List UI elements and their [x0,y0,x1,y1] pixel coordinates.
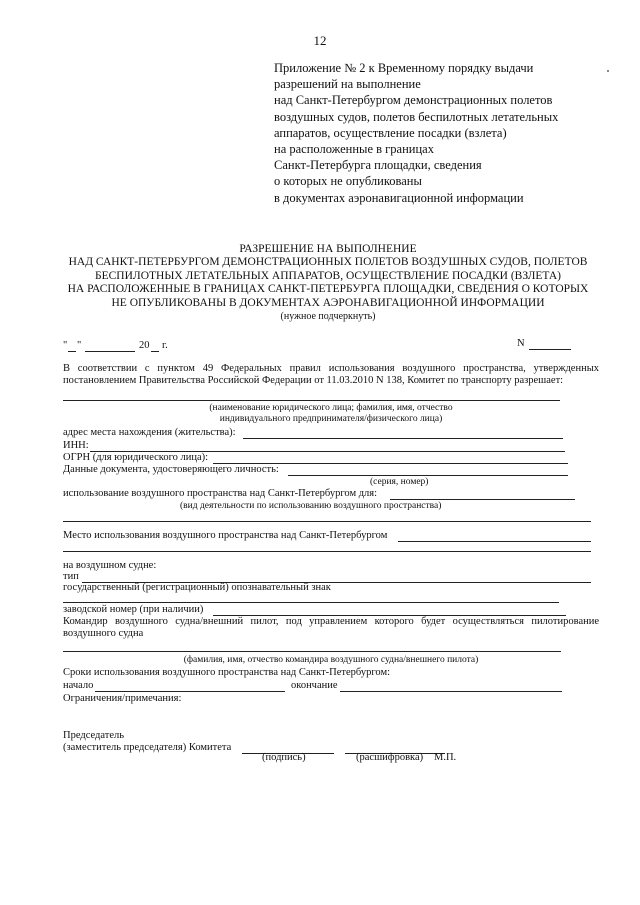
name-hint: (наименование юридического лица; фамилия, имя, отчество [209,403,453,413]
appendix-line: воздушных судов, полетов беспилотных летательных [274,109,559,124]
scan-dot [607,70,609,72]
deputy-label: (заместитель председателя) Комитета [63,742,232,753]
inn-label: ИНН: [63,440,89,451]
address-field[interactable] [243,438,563,439]
date-quote-open: " [63,340,68,351]
aircraft-label: на воздушном судне: [63,560,157,571]
permit-number-field[interactable] [529,349,571,350]
title-note: (нужное подчеркнуть) [280,311,376,323]
appendix-line: разрешений на выполнение [274,77,421,92]
activity-field-extra[interactable] [63,521,591,522]
id-document-hint: (серия, номер) [370,477,429,487]
title-line: РАЗРЕШЕНИЕ НА ВЫПОЛНЕНИЕ [239,243,417,255]
place-label: Место использования воздушного пространства над Санкт-Петербургом [63,530,388,541]
commander-label-cont: воздушного судна [63,628,144,639]
title-line: НЕ ОПУБЛИКОВАНЫ В ДОКУМЕНТАХ АЭРОНАВИГАЦИОННОЙ ИНФОРМАЦИИ [111,296,545,309]
date-quote-close: " [77,340,82,351]
intro-line: постановлением Правительства Российской Федерации от 11.03.2010 N 138, Комитет по транспорту разрешает: [63,375,564,386]
month-field[interactable] [85,351,135,352]
address-label: адрес места нахождения (жительства): [63,427,236,438]
commander-hint: (фамилия, имя, отчество командира воздушного судна/внешнего пилота) [183,655,479,665]
day-field[interactable] [68,351,76,352]
decoding-hint: (расшифровка) [356,752,424,763]
id-document-label: Данные документа, удостоверяющего личность: [63,464,279,475]
commander-label: Командир воздушного судна/внешний пилот, под управлением которого будет осуществляться пилотирование [63,616,599,627]
intro-line: В соответствии с пунктом 49 Федеральных правил использования воздушного пространства, утвержденных [63,363,599,374]
appendix-line: на расположенные в границах [274,142,434,157]
year-suffix: г. [162,340,168,351]
name-hint: индивидуального предпринимателя/физического лица) [219,414,443,424]
title-line: НА РАСПОЛОЖЕННЫЕ В ГРАНИЦАХ САНКТ-ПЕТЕРБУРГА ПЛОЩАДКИ, СВЕДЕНИЯ О КОТОРЫХ [67,283,589,296]
appendix-line: над Санкт-Петербургом демонстрационных полетов [274,93,553,108]
place-field-extra[interactable] [63,551,591,552]
ogrn-label: ОГРН (для юридического лица): [63,452,209,463]
serial-label: заводской номер (при наличии) [63,604,204,615]
applicant-name-field[interactable] [63,400,560,401]
place-field[interactable] [398,541,591,542]
title-line: НАД САНКТ-ПЕТЕРБУРГОМ ДЕМОНСТРАЦИОННЫХ ПОЛЕТОВ ВОЗДУШНЫХ СУДОВ, ПОЛЕТОВ [68,256,588,269]
appendix-line: Санкт-Петербурга площадки, сведения [274,158,482,173]
appendix-line: Приложение № 2 к Временному порядку выдачи [274,61,534,75]
year-prefix: 20 [139,340,150,351]
title-line: БЕСПИЛОТНЫХ ЛЕТАТЕЛЬНЫХ АППАРАТОВ, ОСУЩЕСТВЛЕНИЕ ПОСАДКИ (ВЗЛЕТА) [95,269,561,282]
end-label: окончание [291,680,338,691]
type-label: тип [63,571,79,582]
appendix-note [274,60,558,206]
reg-mark-field[interactable] [63,602,559,603]
terms-label: Сроки использования воздушного пространства над Санкт-Петербургом: [63,667,391,678]
start-date-field[interactable] [95,691,285,692]
start-label: начало [63,680,94,691]
reg-mark-label: государственный (регистрационный) опознавательный знак [63,582,331,593]
appendix-line: в документах аэронавигационной информации [274,190,524,205]
appendix-line: аппаратов, осуществление посадки (взлета) [274,125,507,140]
year-field[interactable] [151,351,159,352]
number-label: N [517,338,525,349]
stamp-label: М.П. [434,752,457,763]
commander-field[interactable] [63,651,561,652]
end-date-field[interactable] [340,691,562,692]
airspace-use-label: использование воздушного пространства над Санкт-Петербургом для: [63,488,378,499]
chairman-label: Председатель [63,730,125,741]
document-title [60,243,596,323]
signature-hint: (подпись) [262,752,306,763]
appendix-line: о которых не опубликованы [274,174,422,189]
page-number: 12 [313,33,327,48]
activity-hint: (вид деятельности по использованию воздушного пространства) [180,501,442,511]
limits-label: Ограничения/примечания: [63,693,182,704]
